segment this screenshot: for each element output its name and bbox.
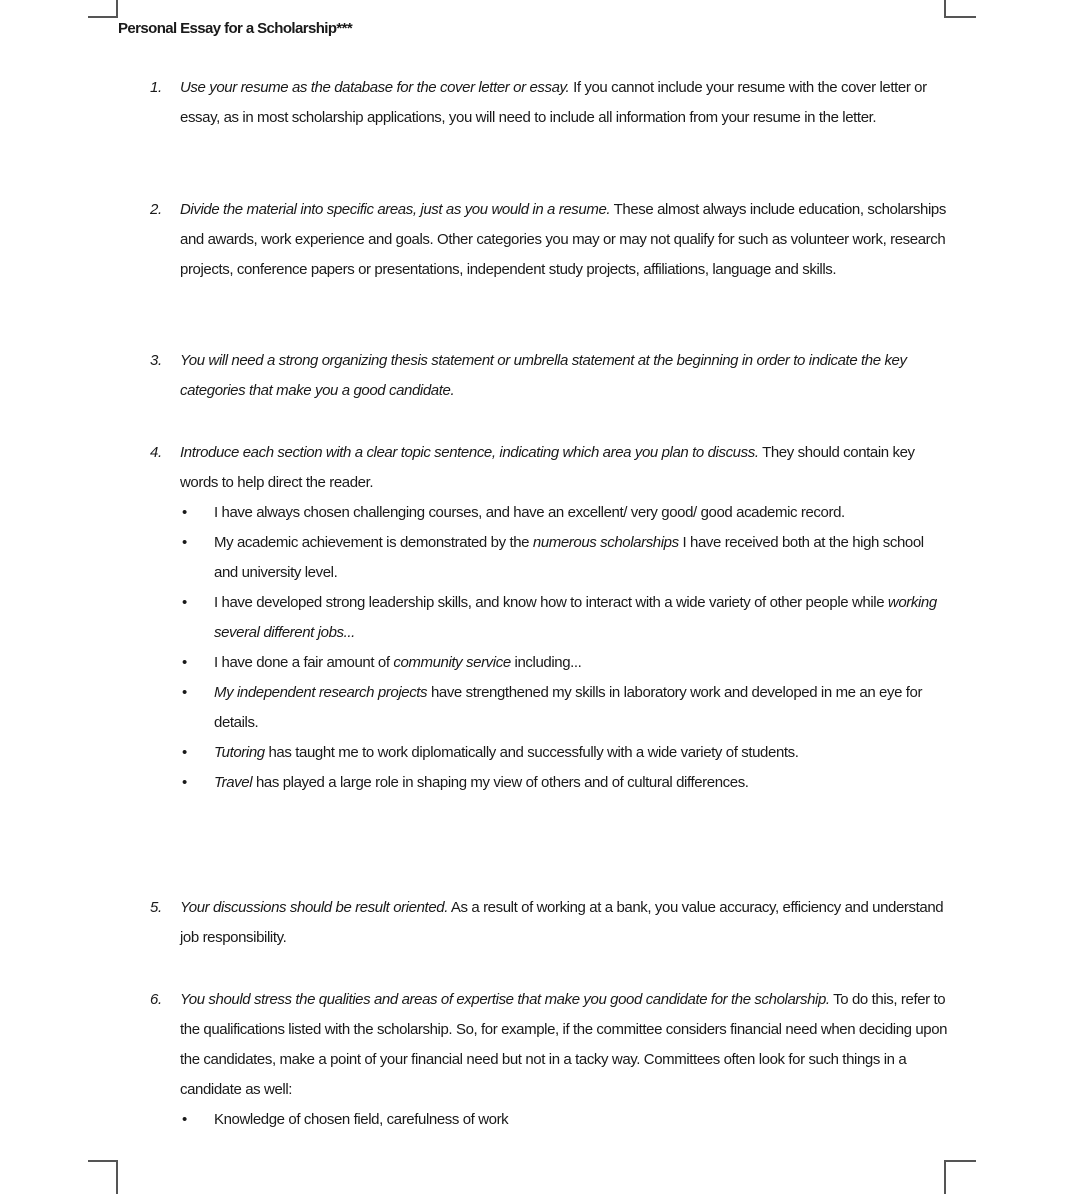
bullet-item: • Knowledge of chosen field, carefulness of work: [182, 1105, 950, 1135]
bullet-icon: •: [182, 744, 187, 761]
item-number: 2.: [150, 201, 162, 218]
bullet-list: [182, 498, 950, 798]
item-lead: Use your resume as the database for the cover letter or essay.: [180, 79, 570, 96]
item-number: 3.: [150, 352, 162, 369]
bullet-item: • I have developed strong leadership skills, and know how to interact with a wide variety of other people while working several different jobs...: [182, 588, 950, 648]
bullet-icon: •: [182, 504, 187, 521]
item-text: They should contain key words to help direct the reader.: [180, 444, 915, 491]
list-item-1: [150, 73, 950, 133]
bullet-icon: •: [182, 1111, 187, 1128]
bullet-item: • Travel has played a large role in shaping my view of others and of cultural differences.: [182, 768, 950, 798]
item-number: 6.: [150, 991, 162, 1008]
crop-mark-top-right: [944, 0, 978, 20]
item-text: If you cannot include your resume with the cover letter or essay, as in most scholarship applications, you will need to include all information from your resume in the letter.: [180, 79, 927, 126]
bullet-icon: •: [182, 774, 187, 791]
item-number: 5.: [150, 899, 162, 916]
crop-mark-bottom-right: [944, 1160, 978, 1196]
list-item-3: [150, 346, 950, 406]
item-lead: Introduce each section with a clear topic sentence, indicating which area you plan to discuss.: [180, 444, 759, 461]
item-text: To do this, refer to the qualifications listed with the scholarship. So, for example, if the committee considers financial need when deciding upon the candidates, make a point of your financial need but not in a tacky way. Committees often look for such things in a candidate as well:: [180, 991, 948, 1098]
bullet-item: • Tutoring has taught me to work diplomatically and successfully with a wide variety of students.: [182, 738, 950, 768]
bullet-icon: •: [182, 594, 187, 611]
item-text: These almost always include education, scholarships and awards, work experience and goals. Other categories you may or may not qualify for such as volunteer work, research projects, conference papers or presentations, independent study projects, affiliations, language and skills.: [180, 201, 946, 278]
bullet-icon: •: [182, 684, 187, 701]
item-number: 1.: [150, 79, 162, 96]
list-item-5: [150, 893, 950, 953]
list-item-6: [150, 985, 950, 1135]
list-item-4: [150, 438, 950, 798]
item-lead: You should stress the qualities and areas of expertise that make you good candidate for the scholarship.: [180, 991, 830, 1008]
bullet-icon: •: [182, 654, 187, 671]
item-text: As a result of working at a bank, you value accuracy, efficiency and understand job responsibility.: [180, 899, 944, 946]
bullet-item: • My independent research projects have strengthened my skills in laboratory work and developed in me an eye for details.: [182, 678, 950, 738]
bullet-list: [182, 1105, 950, 1135]
crop-mark-top-left: [88, 0, 118, 20]
item-lead: Divide the material into specific areas, just as you would in a resume.: [180, 201, 611, 218]
bullet-item: • My academic achievement is demonstrated by the numerous scholarships I have received both at the high school and university level.: [182, 528, 950, 588]
item-lead: You will need a strong organizing thesis statement or umbrella statement at the beginning in order to indicate the key categories that make you a good candidate.: [180, 352, 907, 399]
bullet-icon: •: [182, 534, 187, 551]
bullet-item: • I have always chosen challenging courses, and have an excellent/ very good/ good academic record.: [182, 498, 950, 528]
item-number: 4.: [150, 444, 162, 461]
document-title: Personal Essay for a Scholarship***: [118, 20, 353, 37]
bullet-item: • I have done a fair amount of community service including...: [182, 648, 950, 678]
list-item-2: [150, 195, 950, 285]
item-lead: Your discussions should be result oriented.: [180, 899, 448, 916]
crop-mark-bottom-left: [88, 1160, 118, 1196]
